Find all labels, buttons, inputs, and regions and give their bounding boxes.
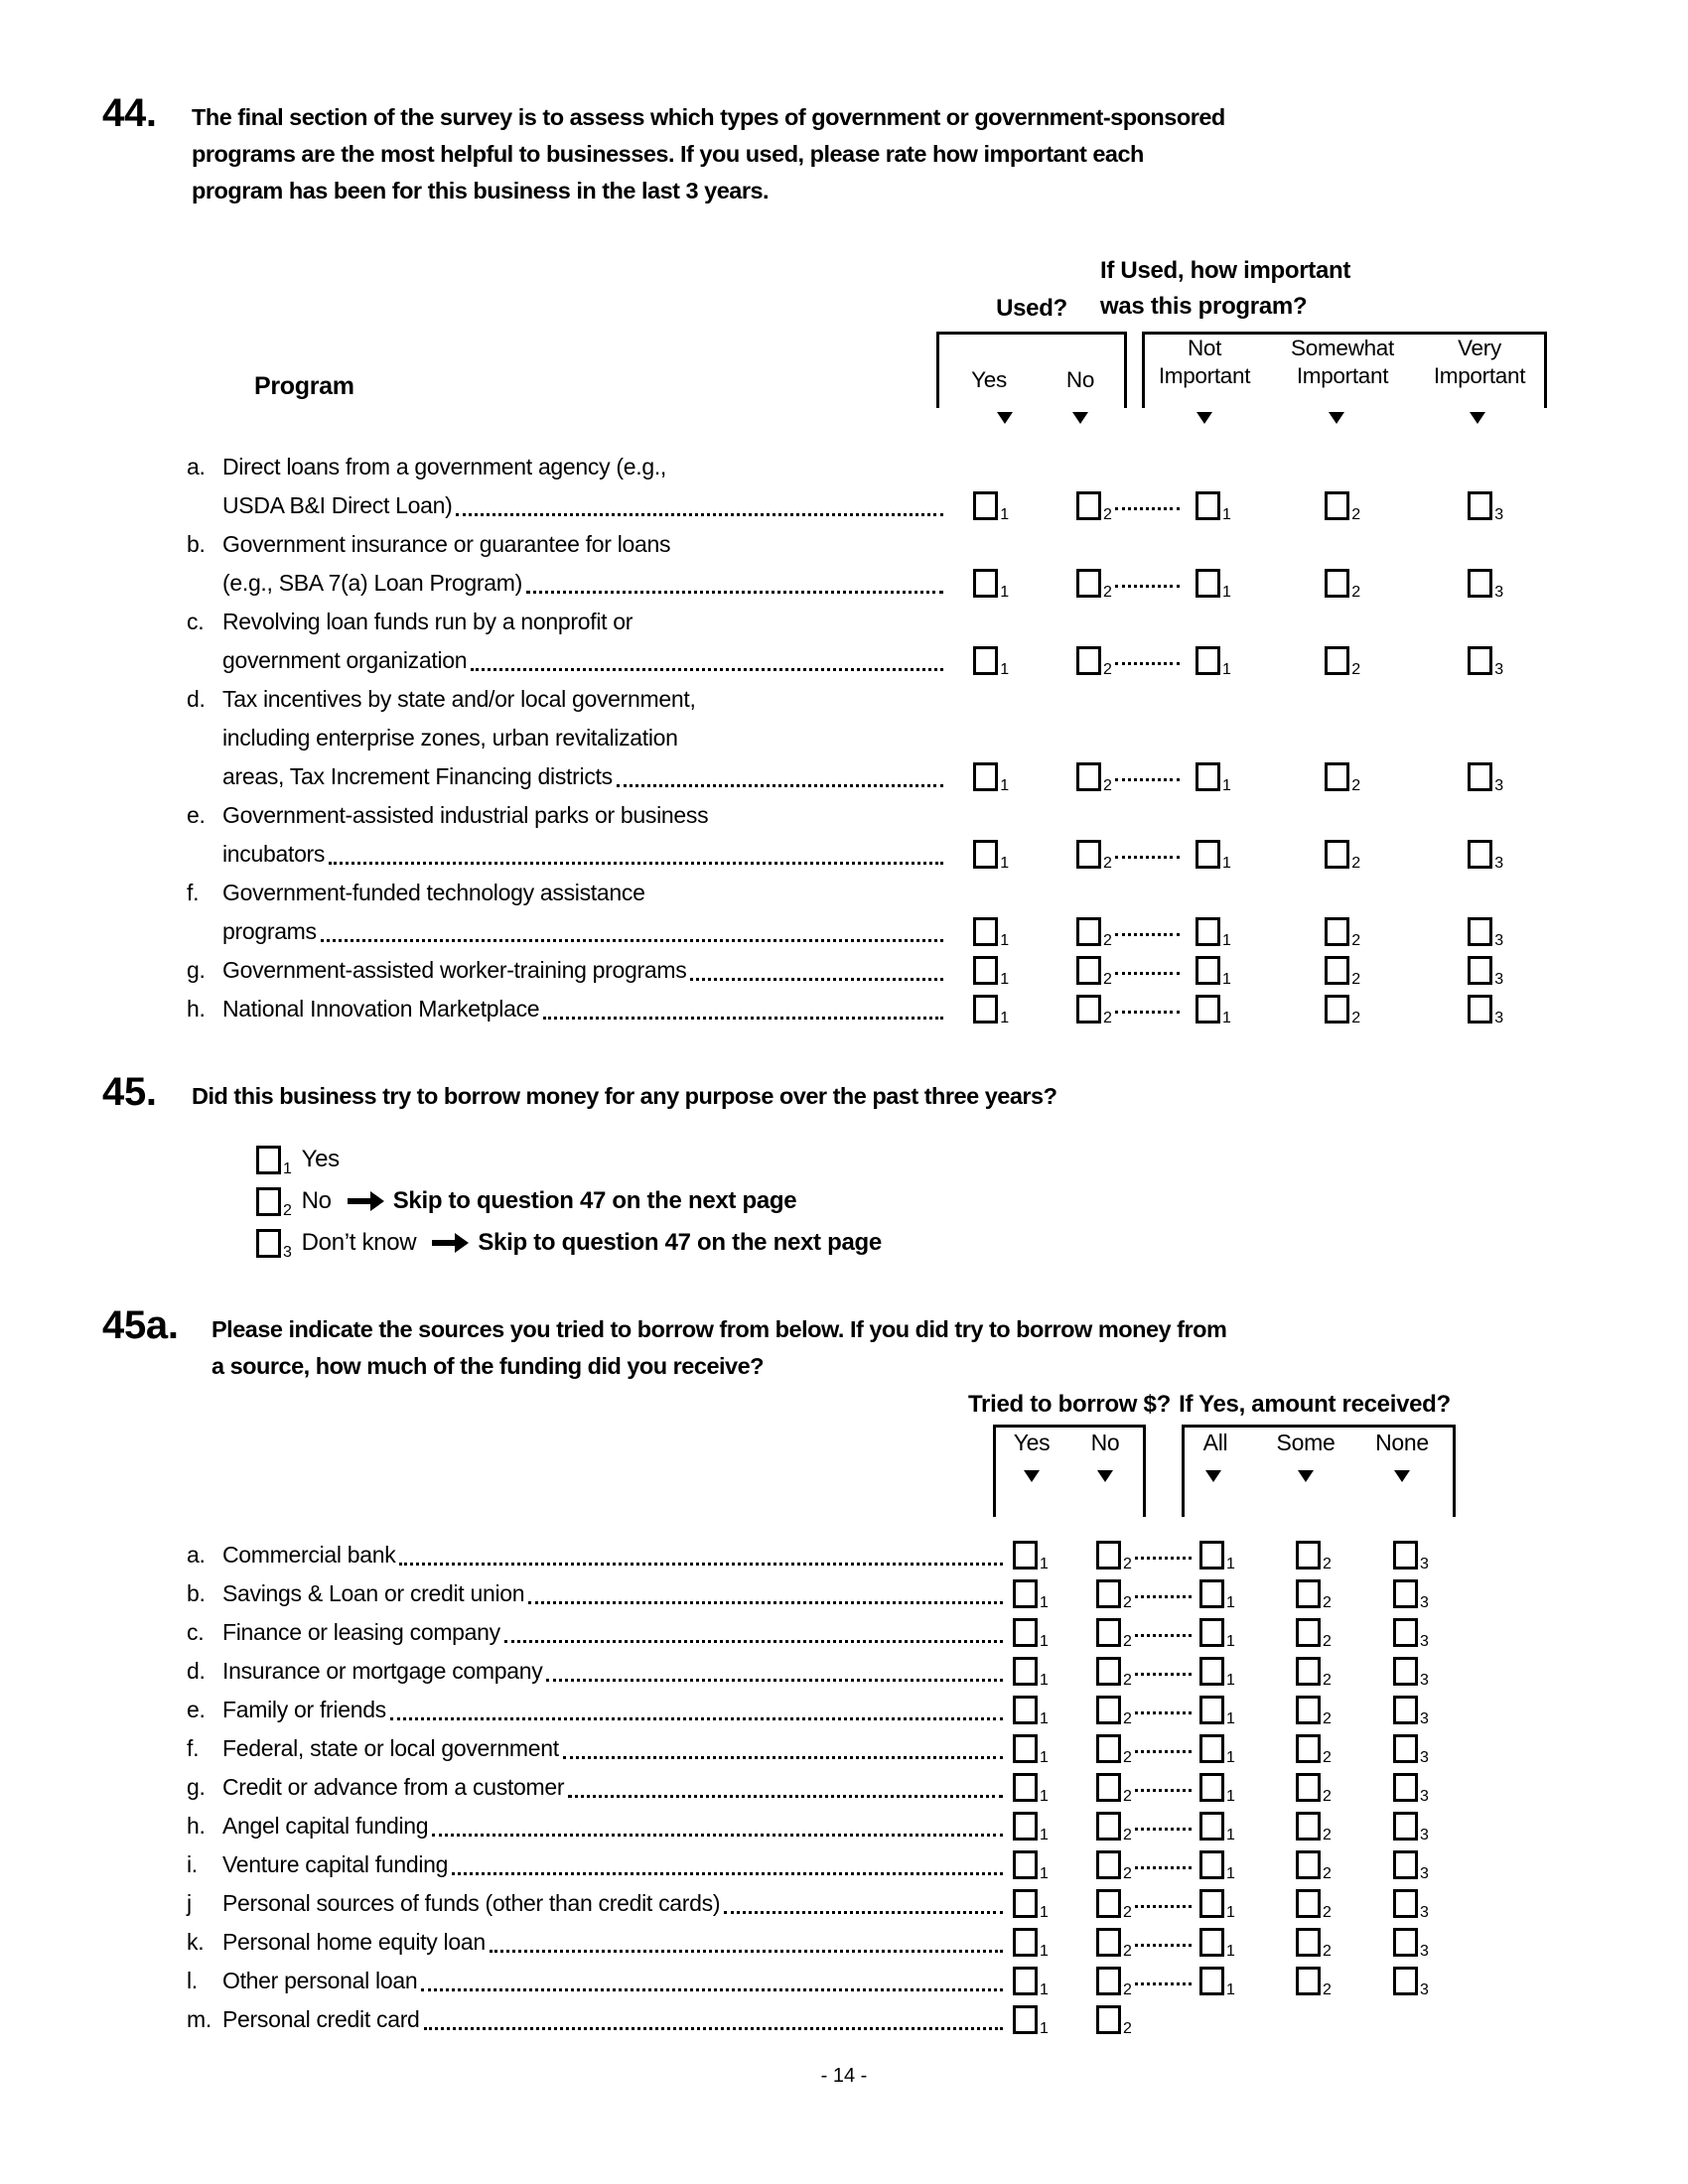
question-45a-prompt: Please indicate the sources you tried to borrow from below. If you did try to borrow money from a source, how much of the funding did you receive? <box>211 1316 1227 1379</box>
dotted-leader <box>329 862 943 865</box>
question-number: 45a. <box>102 1303 179 1347</box>
checkbox-received-some[interactable]: 2 <box>1296 1889 1332 1918</box>
checkbox-received-all[interactable]: 1 <box>1199 1541 1235 1570</box>
checkbox-received-none[interactable]: 3 <box>1393 1773 1429 1802</box>
table-row: j Personal sources of funds (other than credit cards) 1 2 1 2 3 <box>187 1890 1429 1921</box>
dotted-leader <box>1115 1011 1180 1014</box>
dotted-leader <box>1115 778 1180 781</box>
checkbox-very-important[interactable]: 3 <box>1468 840 1503 869</box>
dotted-leader <box>421 1988 1003 1991</box>
checkbox-used-no[interactable]: 2 <box>1076 569 1112 598</box>
checkbox-dont-know[interactable]: 3 <box>256 1229 292 1258</box>
option-yes: 1 Yes <box>256 1139 1688 1180</box>
checkbox-received-some[interactable]: 2 <box>1296 1734 1332 1763</box>
tried-to-borrow-header: Tried to borrow $? <box>968 1391 1171 1418</box>
checkbox-received-none[interactable]: 3 <box>1393 1850 1429 1879</box>
checkbox-somewhat-important[interactable]: 2 <box>1325 917 1360 946</box>
table-row: c. Revolving loan funds run by a nonprofit or government organization 1 2 1 2 3 <box>187 609 1503 678</box>
checkbox-received-all[interactable]: 1 <box>1199 1812 1235 1841</box>
checkbox-received-none[interactable]: 3 <box>1393 1541 1429 1570</box>
option-no: 2 No Skip to question 47 on the next page <box>256 1180 1688 1222</box>
checkbox-very-important[interactable]: 3 <box>1468 995 1503 1024</box>
checkbox-received-some[interactable]: 2 <box>1296 1618 1332 1647</box>
checkbox-somewhat-important[interactable]: 2 <box>1325 956 1360 985</box>
dotted-leader <box>1135 1750 1192 1753</box>
checkbox-very-important[interactable]: 3 <box>1468 956 1503 985</box>
dotted-leader <box>546 1679 1003 1682</box>
table-row: d. Tax incentives by state and/or local government, including enterprise zones, urban revitalization areas, Tax Increment Financing districts 1 2 1 2 3 <box>187 686 1503 794</box>
checkbox-received-some[interactable]: 2 <box>1296 1657 1332 1686</box>
checkbox-tried-no[interactable]: 2 <box>1096 1696 1132 1724</box>
table-row: m. Personal credit card 1 2 <box>187 2006 1132 2037</box>
yes-column-label: Yes <box>971 367 1007 392</box>
checkbox-used-no[interactable]: 2 <box>1076 762 1112 791</box>
dotted-leader <box>543 1017 943 1020</box>
some-column-label: Some <box>1276 1430 1336 1455</box>
checkbox-used-no[interactable]: 2 <box>1076 491 1112 520</box>
checkbox-used-yes[interactable]: 1 <box>973 762 1009 791</box>
dotted-leader <box>1115 507 1180 510</box>
question-44 <box>0 93 1688 209</box>
checkbox-used-yes[interactable]: 1 <box>973 569 1009 598</box>
checkbox-received-some[interactable]: 2 <box>1296 1850 1332 1879</box>
dotted-leader <box>690 978 943 981</box>
table-row: e. Government-assisted industrial parks or business incubators 1 2 1 2 3 <box>187 802 1503 872</box>
table-row: f. Government-funded technology assistance programs 1 2 1 2 3 <box>187 880 1503 949</box>
dotted-leader <box>1135 1789 1192 1792</box>
checkbox-very-important[interactable]: 3 <box>1468 762 1503 791</box>
q45a-table-header <box>0 1387 1688 1528</box>
table-row: a. Direct loans from a government agency (e.g., USDA B&I Direct Loan) 1 2 1 2 3 <box>187 454 1503 523</box>
dotted-leader <box>456 513 943 516</box>
used-header: Used? <box>996 295 1067 322</box>
dotted-leader <box>1135 1866 1192 1869</box>
checkbox-tried-yes[interactable]: 1 <box>1013 1657 1049 1686</box>
checkbox-tried-no[interactable]: 2 <box>1096 1928 1132 1957</box>
checkbox-not-important[interactable]: 1 <box>1196 917 1231 946</box>
program-column-label: Program <box>254 372 354 400</box>
table-row: c. Finance or leasing company 1 2 1 2 3 <box>187 1619 1429 1650</box>
dotted-leader <box>432 1834 1003 1837</box>
down-triangle-icon <box>1024 1470 1040 1482</box>
checkbox-not-important[interactable]: 1 <box>1196 762 1231 791</box>
checkbox-tried-yes[interactable]: 1 <box>1013 1850 1049 1879</box>
checkbox-received-some[interactable]: 2 <box>1296 1541 1332 1570</box>
checkbox-used-yes[interactable]: 1 <box>973 491 1009 520</box>
checkbox-used-yes[interactable]: 1 <box>973 646 1009 675</box>
checkbox-tried-no[interactable]: 2 <box>1096 2005 1132 2034</box>
checkbox-received-all[interactable]: 1 <box>1199 1618 1235 1647</box>
checkbox-used-no[interactable]: 2 <box>1076 956 1112 985</box>
down-triangle-icon <box>1394 1470 1410 1482</box>
checkbox-received-some[interactable]: 2 <box>1296 1696 1332 1724</box>
checkbox-not-important[interactable]: 1 <box>1196 956 1231 985</box>
table-row: b. Government insurance or guarantee for loans (e.g., SBA 7(a) Loan Program) 1 2 1 2 3 <box>187 531 1503 601</box>
dotted-leader <box>1135 1944 1192 1947</box>
checkbox-no[interactable]: 2 <box>256 1187 292 1216</box>
checkbox-received-some[interactable]: 2 <box>1296 1812 1332 1841</box>
table-row: l. Other personal loan 1 2 1 2 3 <box>187 1968 1429 1998</box>
dotted-leader <box>568 1795 1003 1798</box>
checkbox-received-all[interactable]: 1 <box>1199 1967 1235 1995</box>
dotted-leader <box>390 1717 1003 1720</box>
very-important-column-label: Very Important <box>1433 336 1526 388</box>
page-number: - 14 - <box>820 2065 868 2087</box>
checkbox-tried-yes[interactable]: 1 <box>1013 2005 1049 2034</box>
down-triangle-icon <box>1470 412 1485 424</box>
not-important-column-label: Not Important <box>1158 336 1251 388</box>
checkbox-tried-yes[interactable]: 1 <box>1013 1812 1049 1841</box>
checkbox-received-all[interactable]: 1 <box>1199 1928 1235 1957</box>
question-number: 44. <box>102 91 157 135</box>
checkbox-not-important[interactable]: 1 <box>1196 646 1231 675</box>
dotted-leader <box>1135 1557 1192 1560</box>
checkbox-tried-no[interactable]: 2 <box>1096 1812 1132 1841</box>
checkbox-received-none[interactable]: 3 <box>1393 1812 1429 1841</box>
dotted-leader <box>1135 1673 1192 1676</box>
checkbox-tried-yes[interactable]: 1 <box>1013 1967 1049 1995</box>
checkbox-tried-no[interactable]: 2 <box>1096 1618 1132 1647</box>
table-row: k. Personal home equity loan 1 2 1 2 3 <box>187 1929 1429 1960</box>
question-45-prompt: Did this business try to borrow money for any purpose over the past three years? <box>192 1083 1057 1109</box>
if-used-header: If Used, how important was this program? <box>1100 257 1351 320</box>
table-row: h. Angel capital funding 1 2 1 2 3 <box>187 1813 1429 1843</box>
checkbox-used-no[interactable]: 2 <box>1076 995 1112 1024</box>
checkbox-tried-no[interactable]: 2 <box>1096 1967 1132 1995</box>
skip-instruction: Skip to question 47 on the next page <box>392 1187 797 1214</box>
down-triangle-icon <box>997 412 1013 424</box>
checkbox-used-no[interactable]: 2 <box>1076 646 1112 675</box>
dotted-leader <box>724 1911 1003 1914</box>
dotted-leader <box>1135 1634 1192 1637</box>
dotted-leader <box>471 668 943 671</box>
checkbox-received-all[interactable]: 1 <box>1199 1696 1235 1724</box>
dotted-leader <box>563 1756 1003 1759</box>
checkbox-somewhat-important[interactable]: 2 <box>1325 762 1360 791</box>
checkbox-used-yes[interactable]: 1 <box>973 995 1009 1024</box>
checkbox-tried-yes[interactable]: 1 <box>1013 1928 1049 1957</box>
checkbox-very-important[interactable]: 3 <box>1468 491 1503 520</box>
down-triangle-icon <box>1097 1470 1113 1482</box>
skip-instruction: Skip to question 47 on the next page <box>478 1229 882 1256</box>
checkbox-somewhat-important[interactable]: 2 <box>1325 491 1360 520</box>
q44-table-header <box>0 253 1688 440</box>
checkbox-used-yes[interactable]: 1 <box>973 956 1009 985</box>
yes-column-label: Yes <box>1013 1430 1051 1455</box>
checkbox-yes[interactable]: 1 <box>256 1146 292 1174</box>
checkbox-tried-no[interactable]: 2 <box>1096 1579 1132 1608</box>
checkbox-not-important[interactable]: 1 <box>1196 995 1231 1024</box>
checkbox-received-all[interactable]: 1 <box>1199 1579 1235 1608</box>
dotted-leader <box>504 1640 1003 1643</box>
checkbox-tried-no[interactable]: 2 <box>1096 1889 1132 1918</box>
down-triangle-icon <box>1298 1470 1314 1482</box>
none-column-label: None <box>1375 1430 1429 1455</box>
checkbox-very-important[interactable]: 3 <box>1468 569 1503 598</box>
table-row: e. Family or friends 1 2 1 2 3 <box>187 1697 1429 1727</box>
checkbox-received-none[interactable]: 3 <box>1393 1928 1429 1957</box>
dotted-leader <box>1115 662 1180 665</box>
checkbox-tried-no[interactable]: 2 <box>1096 1773 1132 1802</box>
checkbox-very-important[interactable]: 3 <box>1468 917 1503 946</box>
amount-received-header: If Yes, amount received? <box>1179 1391 1451 1418</box>
checkbox-tried-yes[interactable]: 1 <box>1013 1889 1049 1918</box>
checkbox-somewhat-important[interactable]: 2 <box>1325 840 1360 869</box>
q45a-table <box>0 1536 1688 2039</box>
dotted-leader <box>1135 1595 1192 1598</box>
checkbox-received-none[interactable]: 3 <box>1393 1579 1429 1608</box>
table-row: g. Credit or advance from a customer 1 2 1 2 3 <box>187 1774 1429 1805</box>
checkbox-tried-yes[interactable]: 1 <box>1013 1773 1049 1802</box>
checkbox-received-all[interactable]: 1 <box>1199 1889 1235 1918</box>
checkbox-received-all[interactable]: 1 <box>1199 1657 1235 1686</box>
no-column-label: No <box>1090 1430 1120 1455</box>
table-row: d. Insurance or mortgage company 1 2 1 2 3 <box>187 1658 1429 1689</box>
down-triangle-icon <box>1329 412 1344 424</box>
checkbox-used-yes[interactable]: 1 <box>973 917 1009 946</box>
dotted-leader <box>617 784 943 787</box>
dotted-leader <box>1115 585 1180 588</box>
checkbox-received-all[interactable]: 1 <box>1199 1734 1235 1763</box>
checkbox-received-all[interactable]: 1 <box>1199 1850 1235 1879</box>
table-row: g. Government-assisted worker-training programs 1 2 1 2 3 <box>187 957 1503 988</box>
table-row: a. Commercial bank 1 2 1 2 3 <box>187 1542 1429 1572</box>
checkbox-very-important[interactable]: 3 <box>1468 646 1503 675</box>
checkbox-somewhat-important[interactable]: 2 <box>1325 569 1360 598</box>
question-45 <box>0 1072 1688 1115</box>
all-column-label: All <box>1202 1430 1228 1455</box>
checkbox-received-none[interactable]: 3 <box>1393 1657 1429 1686</box>
table-row: i. Venture capital funding 1 2 1 2 3 <box>187 1851 1429 1882</box>
question-number: 45. <box>102 1070 157 1114</box>
dotted-leader <box>1135 1711 1192 1714</box>
checkbox-not-important[interactable]: 1 <box>1196 840 1231 869</box>
checkbox-tried-yes[interactable]: 1 <box>1013 1541 1049 1570</box>
down-triangle-icon <box>1205 1470 1221 1482</box>
checkbox-received-none[interactable]: 3 <box>1393 1967 1429 1995</box>
dotted-leader <box>1115 856 1180 859</box>
skip-arrow-icon <box>432 1240 456 1246</box>
dotted-leader <box>452 1872 1003 1875</box>
no-column-label: No <box>1065 367 1095 392</box>
table-row: f. Federal, state or local government 1 2 1 2 3 <box>187 1735 1429 1766</box>
checkbox-tried-yes[interactable]: 1 <box>1013 1696 1049 1724</box>
q44-table <box>0 448 1688 1028</box>
dotted-leader <box>1135 1828 1192 1831</box>
checkbox-used-yes[interactable]: 1 <box>973 840 1009 869</box>
dotted-leader <box>490 1950 1003 1953</box>
checkbox-received-some[interactable]: 2 <box>1296 1928 1332 1957</box>
checkbox-used-no[interactable]: 2 <box>1076 840 1112 869</box>
checkbox-tried-yes[interactable]: 1 <box>1013 1579 1049 1608</box>
question-44-prompt: The final section of the survey is to assess which types of government or government-sponsored programs are the most helpful to businesses. If you used, please rate how important each program has been for this business in the last 3 years. <box>192 104 1225 204</box>
checkbox-used-no[interactable]: 2 <box>1076 917 1112 946</box>
checkbox-somewhat-important[interactable]: 2 <box>1325 995 1360 1024</box>
checkbox-tried-no[interactable]: 2 <box>1096 1850 1132 1879</box>
question-45a <box>0 1305 1688 1385</box>
checkbox-tried-yes[interactable]: 1 <box>1013 1734 1049 1763</box>
checkbox-received-some[interactable]: 2 <box>1296 1579 1332 1608</box>
checkbox-received-some[interactable]: 2 <box>1296 1773 1332 1802</box>
dotted-leader <box>1115 972 1180 975</box>
dotted-leader <box>321 939 943 942</box>
table-row: b. Savings & Loan or credit union 1 2 1 2 3 <box>187 1580 1429 1611</box>
dotted-leader <box>1135 1982 1192 1985</box>
dotted-leader <box>528 1601 1003 1604</box>
skip-arrow-icon <box>348 1198 371 1204</box>
checkbox-somewhat-important[interactable]: 2 <box>1325 646 1360 675</box>
down-triangle-icon <box>1072 412 1088 424</box>
checkbox-tried-no[interactable]: 2 <box>1096 1734 1132 1763</box>
checkbox-not-important[interactable]: 1 <box>1196 569 1231 598</box>
option-dont-know: 3 Don’t know Skip to question 47 on the next page <box>256 1222 1688 1264</box>
dotted-leader <box>526 591 943 594</box>
checkbox-tried-yes[interactable]: 1 <box>1013 1618 1049 1647</box>
somewhat-important-column-label: Somewhat Important <box>1291 336 1394 388</box>
checkbox-received-all[interactable]: 1 <box>1199 1773 1235 1802</box>
checkbox-received-none[interactable]: 3 <box>1393 1734 1429 1763</box>
checkbox-tried-no[interactable]: 2 <box>1096 1657 1132 1686</box>
q45-options <box>256 1139 1688 1264</box>
checkbox-received-none[interactable]: 3 <box>1393 1889 1429 1918</box>
checkbox-received-some[interactable]: 2 <box>1296 1967 1332 1995</box>
down-triangle-icon <box>1196 412 1212 424</box>
checkbox-tried-no[interactable]: 2 <box>1096 1541 1132 1570</box>
checkbox-received-none[interactable]: 3 <box>1393 1618 1429 1647</box>
table-row: h. National Innovation Marketplace 1 2 1 2 3 <box>187 996 1503 1026</box>
dotted-leader <box>1135 1905 1192 1908</box>
checkbox-received-none[interactable]: 3 <box>1393 1696 1429 1724</box>
dotted-leader <box>1115 933 1180 936</box>
dotted-leader <box>424 2027 1003 2030</box>
checkbox-not-important[interactable]: 1 <box>1196 491 1231 520</box>
dotted-leader <box>399 1563 1003 1566</box>
